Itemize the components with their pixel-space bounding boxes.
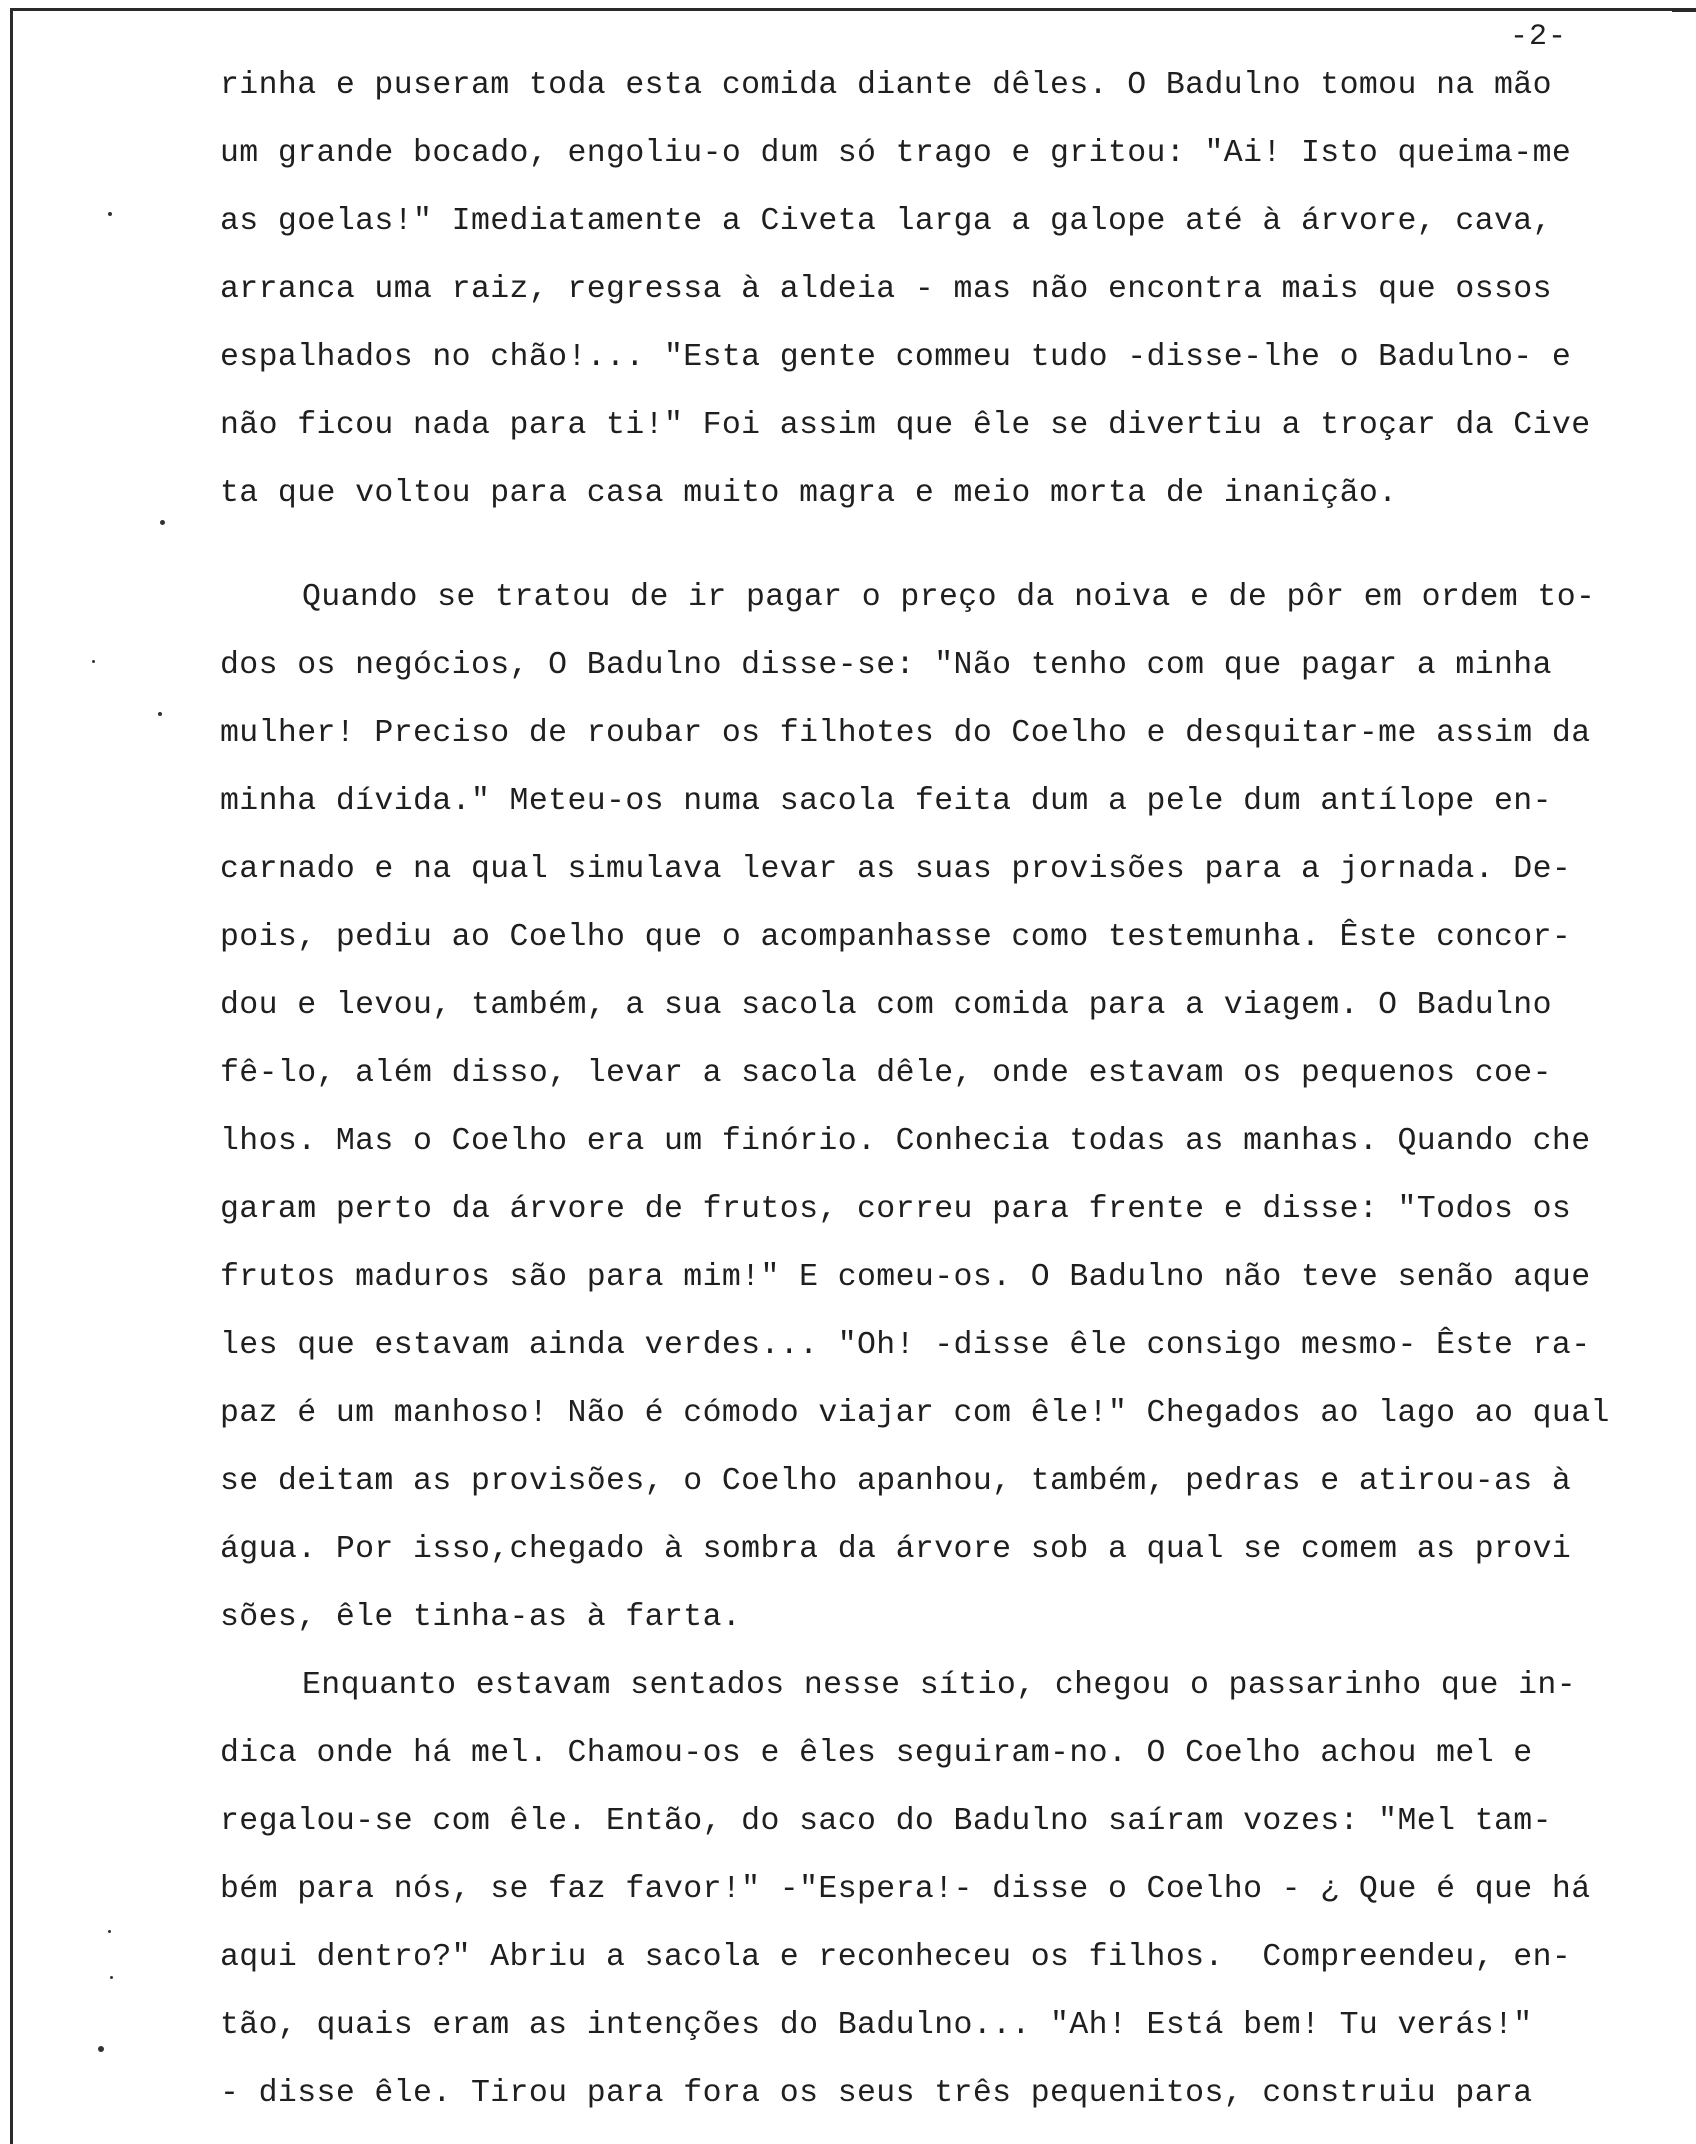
paragraph-start-line: Quando se tratou de ir pagar o preço da noiva e de pôr em ordem to- <box>302 580 1596 615</box>
text-line: sões, êle tinha-as à farta. <box>220 1600 742 1635</box>
scan-speck <box>98 2046 104 2052</box>
text-line: lhos. Mas o Coelho era um finório. Conhecia todas as manhas. Quando che <box>220 1124 1591 1159</box>
scan-speck <box>160 520 165 525</box>
text-line: fê-lo, além disso, levar a sacola dêle, onde estavam os pequenos coe- <box>220 1056 1552 1091</box>
text-line: carnado e na qual simulava levar as suas provisões para a jornada. De- <box>220 852 1572 887</box>
text-line: - disse êle. Tirou para fora os seus três pequenitos, construiu para <box>220 2076 1533 2111</box>
page-border-top <box>10 8 1674 11</box>
text-line: ta que voltou para casa muito magra e meio morta de inanição. <box>220 476 1398 511</box>
text-line: espalhados no chão!... "Esta gente commeu tudo -disse-lhe o Badulno- e <box>220 340 1572 375</box>
text-line: se deitam as provisões, o Coelho apanhou, também, pedras e atirou-as à <box>220 1464 1572 1499</box>
page-border-left <box>10 8 13 2144</box>
text-line: frutos maduros são para mim!" E comeu-os. O Badulno não teve senão aque <box>220 1260 1591 1295</box>
scan-speck <box>108 212 112 216</box>
text-line: arranca uma raiz, regressa à aldeia - mas não encontra mais que ossos <box>220 272 1552 307</box>
text-line: dica onde há mel. Chamou-os e êles seguiram-no. O Coelho achou mel e <box>220 1736 1533 1771</box>
text-line: paz é um manhoso! Não é cómodo viajar com êle!" Chegados ao lago ao qual <box>220 1396 1610 1431</box>
scan-speck <box>158 712 162 716</box>
text-line: um grande bocado, engoliu-o dum só trago e gritou: "Ai! Isto queima-me <box>220 136 1572 171</box>
paragraph-start-line: Enquanto estavam sentados nesse sítio, chegou o passarinho que in- <box>302 1668 1577 1703</box>
scan-speck <box>110 1976 113 1979</box>
page-number: -2- <box>1510 20 1568 54</box>
text-line: as goelas!" Imediatamente a Civeta larga a galope até à árvore, cava, <box>220 204 1552 239</box>
page-corner-mark <box>1672 8 1696 12</box>
typed-text-body <box>220 66 1640 2142</box>
text-line: rinha e puseram toda esta comida diante dêles. O Badulno tomou na mão <box>220 68 1552 103</box>
text-line: dos os negócios, O Badulno disse-se: "Não tenho com que pagar a minha <box>220 648 1552 683</box>
text-line: aqui dentro?" Abriu a sacola e reconheceu os filhos. Compreendeu, en- <box>220 1940 1572 1975</box>
text-line: não ficou nada para ti!" Foi assim que êle se divertiu a troçar da Cive <box>220 408 1591 443</box>
text-line: dou e levou, também, a sua sacola com comida para a viagem. O Badulno <box>220 988 1552 1023</box>
scan-speck <box>108 1930 111 1933</box>
text-line: água. Por isso,chegado à sombra da árvore sob a qual se comem as provi <box>220 1532 1572 1567</box>
text-line: bém para nós, se faz favor!" -"Espera!- disse o Coelho - ¿ Que é que há <box>220 1872 1591 1907</box>
text-line: mulher! Preciso de roubar os filhotes do Coelho e desquitar-me assim da <box>220 716 1591 751</box>
text-line: regalou-se com êle. Então, do saco do Badulno saíram vozes: "Mel tam- <box>220 1804 1552 1839</box>
text-line: minha dívida." Meteu-os numa sacola feita dum a pele dum antílope en- <box>220 784 1552 819</box>
scan-speck <box>92 660 95 663</box>
text-line: les que estavam ainda verdes... "Oh! -disse êle consigo mesmo- Êste ra- <box>220 1328 1591 1363</box>
text-line: garam perto da árvore de frutos, correu para frente e disse: "Todos os <box>220 1192 1572 1227</box>
text-line: pois, pediu ao Coelho que o acompanhasse como testemunha. Êste concor- <box>220 920 1572 955</box>
text-line: tão, quais eram as intenções do Badulno... "Ah! Está bem! Tu verás!" <box>220 2008 1533 2043</box>
